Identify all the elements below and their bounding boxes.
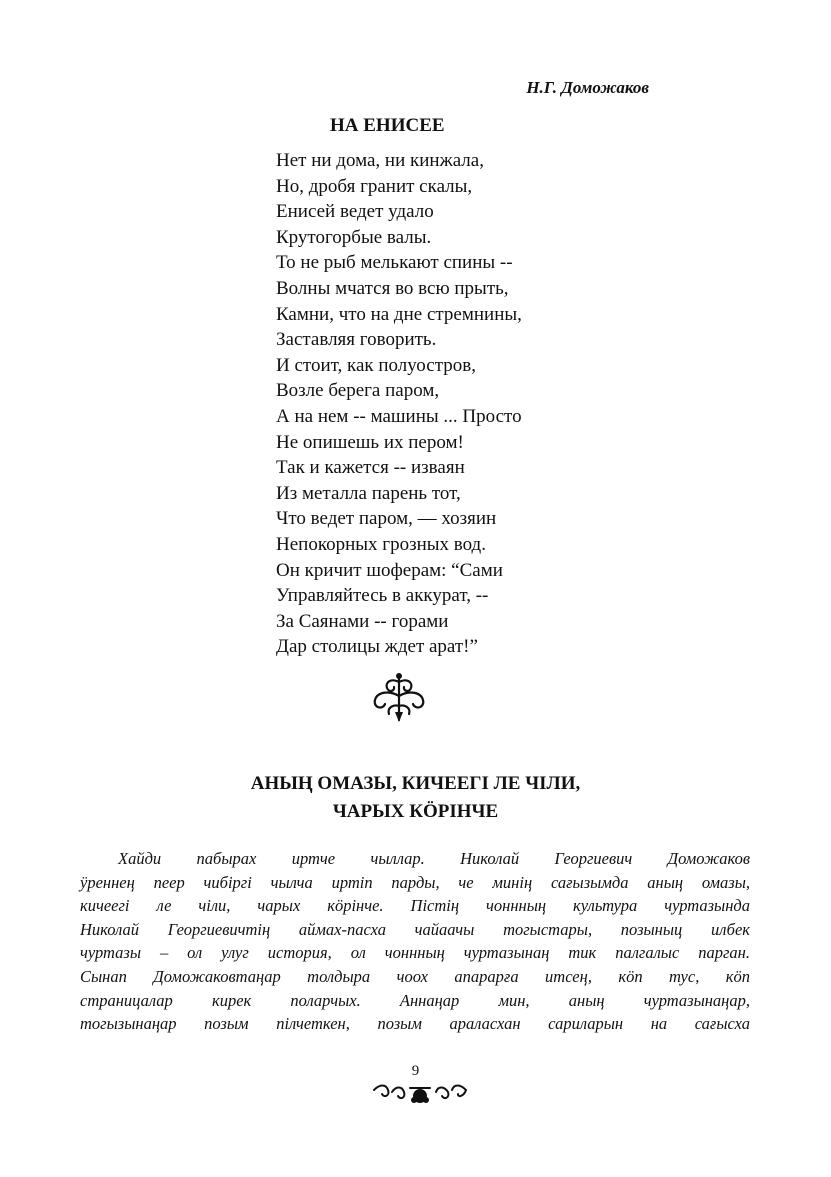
poem-line: То не рыб мелькают спины -- [276, 252, 513, 274]
poem-line: Енисей ведет удало [276, 201, 434, 223]
poem-line: Он кричит шоферам: “Сами [276, 559, 503, 581]
running-header-author: Н.Г. Доможаков [526, 78, 649, 97]
poem-line: Нет ни дома, ни кинжала, [276, 150, 484, 171]
poem-line: Заставляя говорить. [276, 329, 437, 351]
poem-line: Из металла парень тот, [276, 482, 461, 504]
poem-line: Волны мчатся во всю прыть, [276, 277, 509, 299]
paragraph-line: тогызынаңар позым пілчеткен, позым араласхан сариларын на сағысха [80, 1014, 750, 1034]
paragraph-line: страницалар кирек поларчых. Аннаңар мин, аның чуртазынаңар, [80, 990, 750, 1010]
paragraph-line: ӱреннең пеер чибіргі чылча иртіп парды, че минің сағызымда аның омазы, [80, 872, 750, 892]
poem-line: И стоит, как полуостров, [276, 354, 476, 376]
poem-title: НА ЕНИСЕЕ [330, 115, 445, 136]
paragraph-line: чуртазы – ол улуг история, ол чоннның чуртазынаң тик палгалыс парган. [80, 943, 750, 963]
poem-line: Что ведет паром, — хозяин [276, 508, 497, 530]
poem-line: Камни, что на дне стремнины, [276, 303, 522, 325]
poem-line: Непокорных грозных вод. [276, 533, 486, 555]
footer-flourish-icon [370, 1080, 470, 1108]
section-title-line: АНЫҢ ОМАЗЫ, КИЧЕЕГІ ЛЕ ЧІЛИ, [250, 773, 581, 794]
poem-line: Возле берега паром, [276, 380, 440, 402]
poem-line: А на нем -- машины ... Просто [276, 405, 522, 427]
poem-line: Так и кажется -- изваян [276, 457, 465, 479]
body-paragraph [80, 847, 750, 1036]
poem-line: Управляйтесь в аккурат, -- [276, 585, 489, 607]
poem-line: Крутогорбые валы. [276, 226, 432, 248]
section-title-line: ЧАРЫХ КӦРІНЧЕ [332, 801, 499, 822]
page-number: 9 [411, 1063, 420, 1079]
section-title [0, 770, 831, 826]
paragraph-line: кичеегі ле чіли, чарых кӧрінче. Пістің чоннның культура чуртазында [80, 896, 750, 916]
fleuron-ornament-icon [367, 672, 431, 724]
paragraph-line: Хайди пабырах иртче чыллар. Николай Георгиевич Доможаков [118, 849, 750, 868]
paragraph-line: Николай Георгиевичтің аймах-пасха чайаачы тогыстары, позыныц илбек [80, 919, 750, 939]
poem-line: Дар столицы ждет арат!” [276, 636, 478, 658]
poem-body [276, 148, 522, 660]
poem-line: Но, дробя гранит скалы, [276, 175, 473, 197]
poem-line: Не опишешь их пером! [276, 431, 464, 453]
poem-line: За Саянами -- горами [276, 610, 449, 632]
paragraph-line: Сынап Доможаковтаңар толдыра чоох апарарға итсең, кӧп тус, кӧп [80, 966, 750, 986]
